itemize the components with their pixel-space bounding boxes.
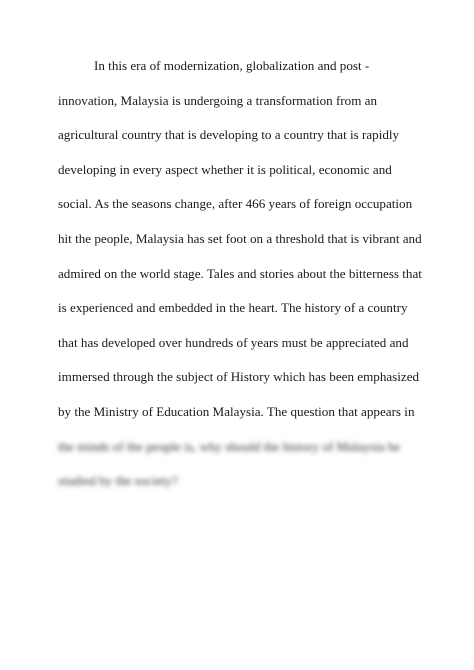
text-line: innovation, Malaysia is undergoing a transformation from an xyxy=(58,92,378,108)
text-line: agricultural country that is developing to a country that is rapidly xyxy=(58,127,400,143)
text-line: is experienced and embedded in the heart. The history of a country xyxy=(58,300,408,316)
text-line: social. As the seasons change, after 466 years of foreign occupation xyxy=(58,196,413,212)
blurred-text-line: the minds of the people is, why should the history of Malaysia be xyxy=(58,438,401,454)
text-line: by the Ministry of Education Malaysia. The question that appears in xyxy=(58,403,415,419)
text-line: admired on the world stage. Tales and stories about the bitterness that xyxy=(58,265,422,281)
text-line: In this era of modernization, globalization and post - xyxy=(94,58,370,73)
text-line: developing in every aspect whether it is political, economic and xyxy=(58,161,392,177)
text-line: immersed through the subject of History which has been emphasized xyxy=(58,369,420,385)
text-line: hit the people, Malaysia has set foot on a threshold that is vibrant and xyxy=(58,230,422,246)
blurred-text-line: studied by the society? xyxy=(58,473,178,489)
essay-paragraph xyxy=(58,53,422,503)
text-line: that has developed over hundreds of years must be appreciated and xyxy=(58,334,409,350)
